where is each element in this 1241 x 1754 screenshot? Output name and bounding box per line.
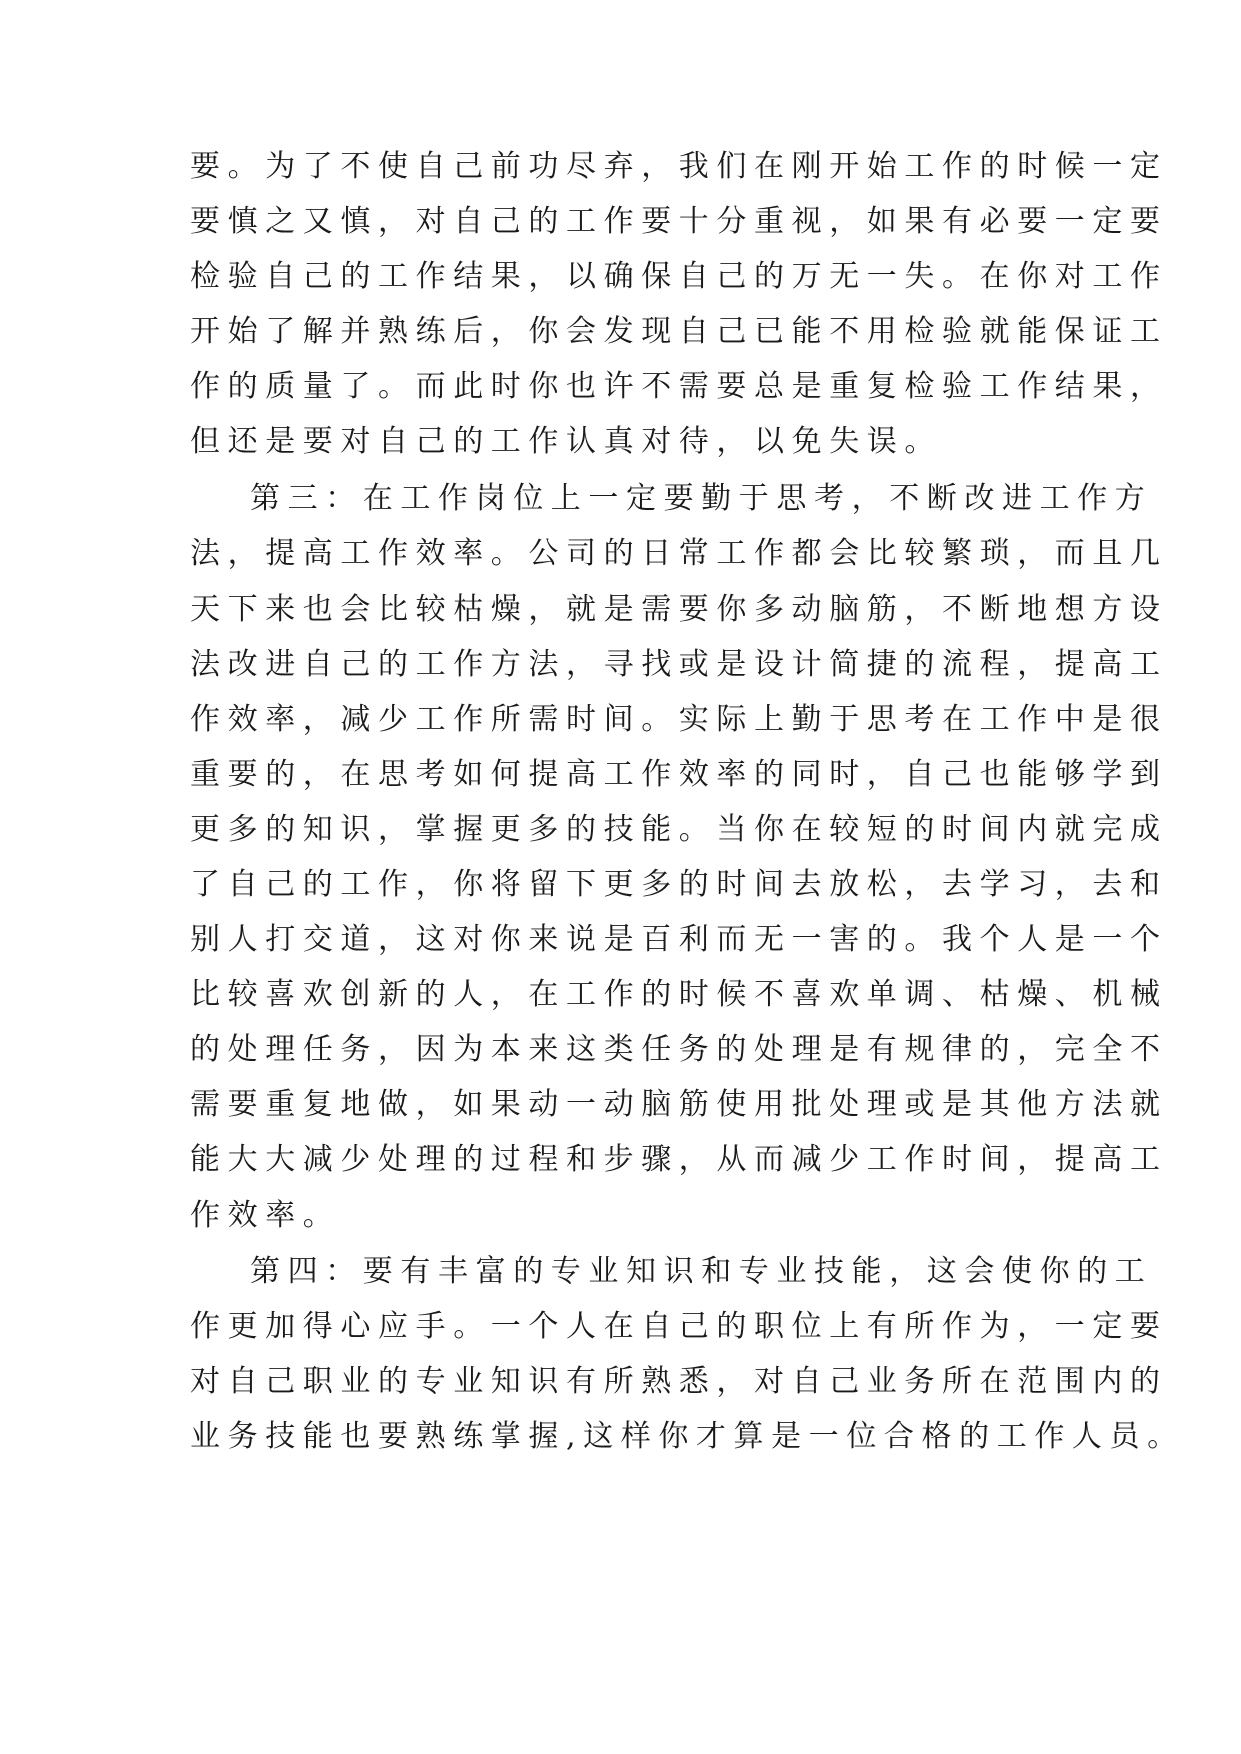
text-line: 的处理任务，因为本来这类任务的处理是有规律的，完全不 xyxy=(190,1032,1168,1067)
text-line: 重要的，在思考如何提高工作效率的同时，自己也能够学到 xyxy=(190,757,1168,792)
text-line: 要。为了不使自己前功尽弃，我们在刚开始工作的时候一定 xyxy=(190,149,1168,184)
text-line: 但还是要对自己的工作认真对待，以免失误。 xyxy=(190,424,942,459)
text-line: 要慎之又慎，对自己的工作要十分重视，如果有必要一定要 xyxy=(190,204,1168,239)
text-line: 开始了解并熟练后，你会发现自己已能不用检验就能保证工 xyxy=(190,314,1168,349)
text-line: 需要重复地做，如果动一动脑筋使用批处理或是其他方法就 xyxy=(190,1087,1168,1122)
text-line: 比较喜欢创新的人，在工作的时候不喜欢单调、枯燥、机械 xyxy=(190,977,1168,1012)
text-line: 法改进自己的工作方法，寻找或是设计简捷的流程，提高工 xyxy=(190,647,1168,682)
text-line: 作效率，减少工作所需时间。实际上勤于思考在工作中是很 xyxy=(190,702,1168,737)
text-line: 别人打交道，这对你来说是百利而无一害的。我个人是一个 xyxy=(190,922,1168,957)
text-line: 法，提高工作效率。公司的日常工作都会比较繁琐，而且几 xyxy=(190,536,1168,571)
text-line: 更多的知识，掌握更多的技能。当你在较短的时间内就完成 xyxy=(190,812,1168,847)
text-line: 检验自己的工作结果，以确保自己的万无一失。在你对工作 xyxy=(190,259,1168,294)
paragraph-heading-line: 第三：在工作岗位上一定要勤于思考，不断改进工作方 xyxy=(250,481,1153,516)
paragraph-heading-line: 第四：要有丰富的专业知识和专业技能，这会使你的工 xyxy=(250,1254,1153,1289)
text-line: 天下来也会比较枯燥，就是需要你多动脑筋，不断地想方设 xyxy=(190,592,1168,627)
text-line: 作效率。 xyxy=(190,1198,341,1233)
text-line: 能大大减少处理的过程和步骤，从而减少工作时间，提高工 xyxy=(190,1142,1168,1177)
text-line: 了自己的工作，你将留下更多的时间去放松，去学习，去和 xyxy=(190,867,1168,902)
text-line: 对自己职业的专业知识有所熟悉，对自己业务所在范围内的 xyxy=(190,1364,1168,1399)
text-line: 作更加得心应手。一个人在自己的职位上有所作为，一定要 xyxy=(190,1309,1168,1344)
text-line: 作的质量了。而此时你也许不需要总是重复检验工作结果， xyxy=(190,369,1168,404)
text-line: 业务技能也要熟练掌握,这样你才算是一位合格的工作人员。 xyxy=(190,1419,1185,1454)
